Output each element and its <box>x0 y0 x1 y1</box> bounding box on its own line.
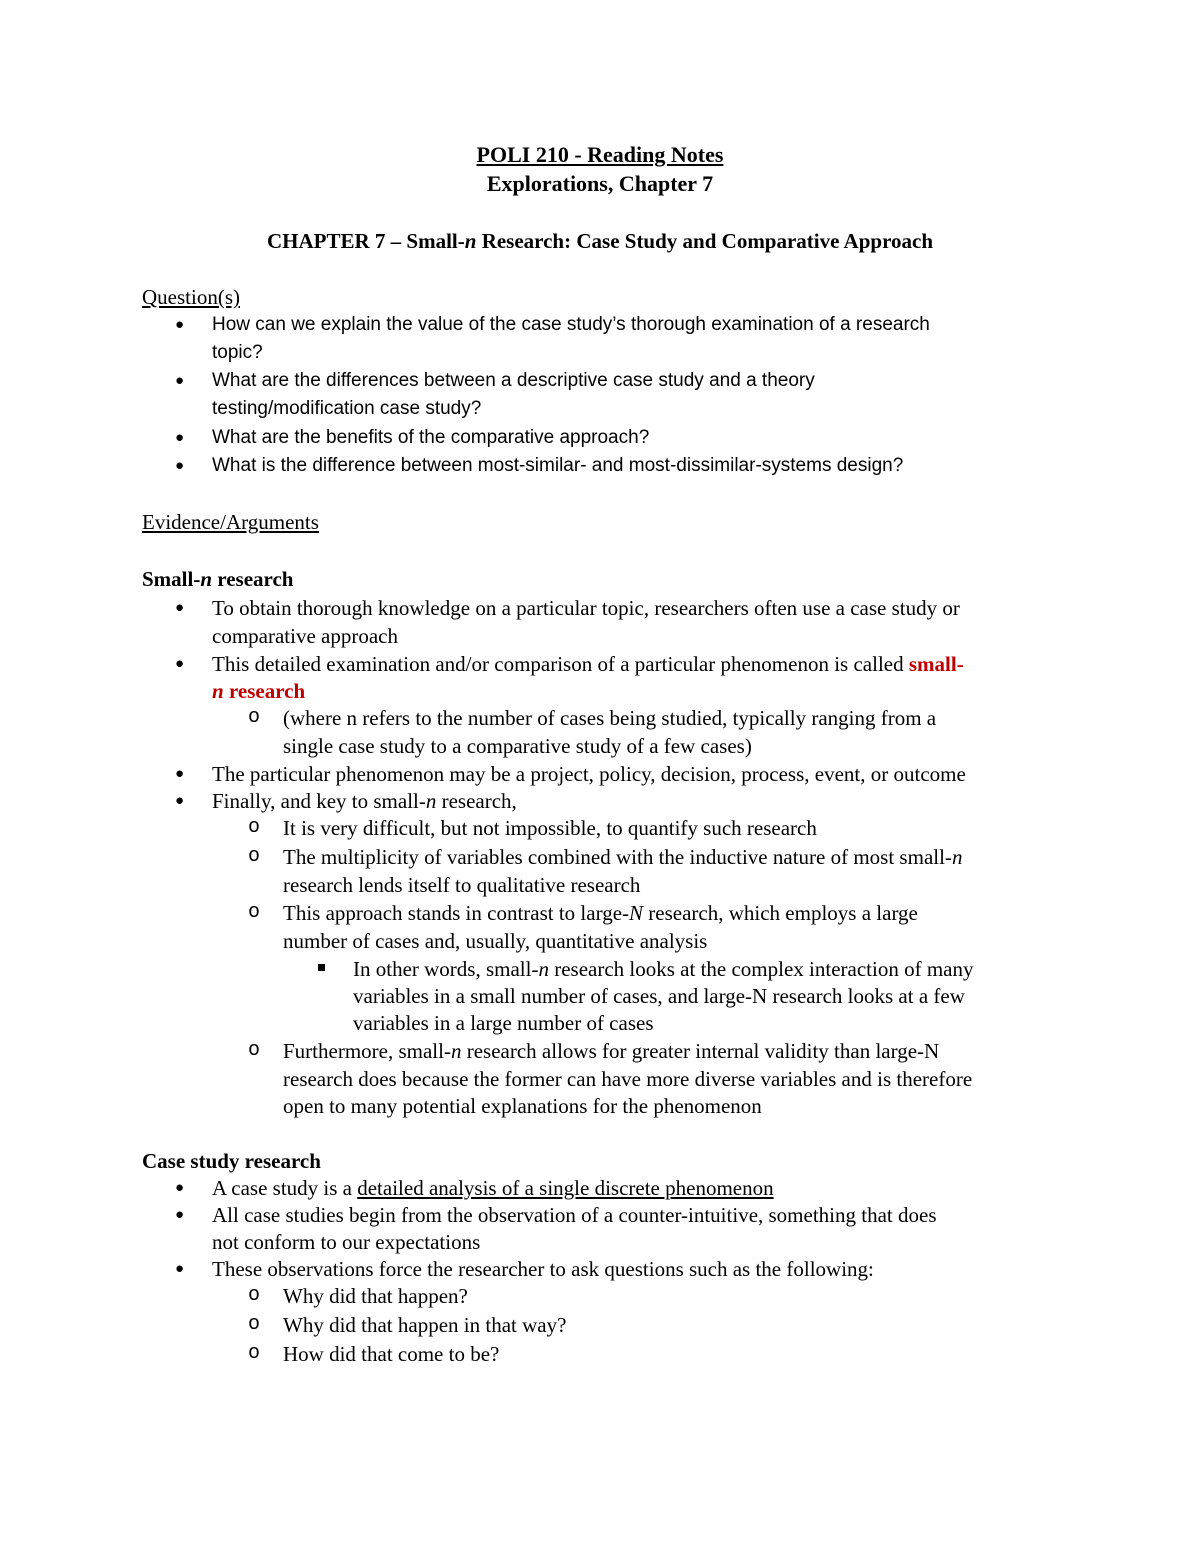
question-3: What are the benefits of the comparative approach? <box>212 427 650 448</box>
circle-bullet-icon: o <box>248 901 261 924</box>
bullet-icon: ● <box>175 1261 185 1277</box>
circle-bullet-icon: o <box>248 706 261 729</box>
small-n-b4-s4-line-3: open to many potential explanations for the phenomenon <box>283 1094 762 1118</box>
bullet-icon: ● <box>175 373 185 389</box>
small-n-b4-s3-sq-line-2: variables in a small number of cases, and large-N research looks at a few <box>353 984 965 1008</box>
small-n-b4-s2-line-1: The multiplicity of variables combined with the inductive nature of most small-n <box>283 845 963 869</box>
small-n-b2-line-1: This detailed examination and/or comparison of a particular phenomenon is called small- <box>212 652 964 676</box>
small-n-b2-line-2: n research <box>212 679 306 703</box>
question-4: What is the difference between most-similar- and most-dissimilar-systems design? <box>212 455 904 476</box>
small-n-b4-s3-sq-line-1: In other words, small-n research looks at the complex interaction of many <box>353 957 974 981</box>
small-n-b4-s4-line-2: research does because the former can have more diverse variables and is therefore <box>283 1067 973 1091</box>
case-study-q1: Why did that happen? <box>283 1284 468 1308</box>
questions-heading: Question(s) <box>142 285 240 309</box>
small-n-b4-s2-line-2: research lends itself to qualitative research <box>283 873 641 897</box>
case-study-q2: Why did that happen in that way? <box>283 1313 567 1337</box>
question-2-line-2: testing/modification case study? <box>212 398 482 419</box>
circle-bullet-icon: o <box>248 816 261 839</box>
small-n-b4: Finally, and key to small-n research, <box>212 789 517 813</box>
circle-bullet-icon: o <box>248 1284 261 1307</box>
question-1-line-1: How can we explain the value of the case study’s thorough examination of a research <box>212 314 930 335</box>
chapter-title: CHAPTER 7 – Small-n Research: Case Study and Comparative Approach <box>266 229 934 253</box>
small-n-b4-s3-line-2: number of cases and, usually, quantitative analysis <box>283 929 708 953</box>
square-bullet-icon <box>318 964 325 971</box>
case-study-b1: A case study is a detailed analysis of a single discrete phenomenon <box>212 1176 774 1200</box>
bullet-icon: ● <box>175 317 185 333</box>
circle-bullet-icon: o <box>248 1342 261 1365</box>
document-title: POLI 210 - Reading Notes <box>476 142 724 167</box>
circle-bullet-icon: o <box>248 1039 261 1062</box>
bullet-icon: ● <box>175 793 185 809</box>
bullet-icon: ● <box>175 766 185 782</box>
bullet-icon: ● <box>175 1180 185 1196</box>
small-n-b4-s4-line-1: Furthermore, small-n research allows for greater internal validity than large-N <box>283 1039 940 1063</box>
circle-bullet-icon: o <box>248 845 261 868</box>
bullet-icon: ● <box>175 1207 185 1223</box>
small-n-b3: The particular phenomenon may be a project, policy, decision, process, event, or outcome <box>212 762 966 786</box>
case-study-b2-line-2: not conform to our expectations <box>212 1230 481 1254</box>
small-n-b2-sub-line-1: (where n refers to the number of cases being studied, typically ranging from a <box>283 706 937 730</box>
small-n-b4-s3-sq-line-3: variables in a large number of cases <box>353 1011 654 1035</box>
case-study-heading: Case study research <box>142 1149 321 1173</box>
small-n-b2-sub-line-2: single case study to a comparative study of a few cases) <box>283 734 752 758</box>
question-1-line-2: topic? <box>212 342 263 363</box>
small-n-heading: Small-n research <box>142 567 294 591</box>
circle-bullet-icon: o <box>248 1313 261 1336</box>
case-study-b3: These observations force the researcher to ask questions such as the following: <box>212 1257 874 1281</box>
bullet-icon: ● <box>175 430 185 446</box>
small-n-b1-line-2: comparative approach <box>212 624 398 648</box>
question-2-line-1: What are the differences between a descriptive case study and a theory <box>212 370 815 391</box>
case-study-b2-line-1: All case studies begin from the observation of a counter-intuitive, something that does <box>212 1203 937 1227</box>
document-subtitle: Explorations, Chapter 7 <box>486 171 714 196</box>
bullet-icon: ● <box>175 458 185 474</box>
bullet-icon: ● <box>175 656 185 672</box>
small-n-b1-line-1: To obtain thorough knowledge on a particular topic, researchers often use a case study or <box>212 596 960 620</box>
small-n-b4-s3-line-1: This approach stands in contrast to large-N research, which employs a large <box>283 901 918 925</box>
small-n-b4-s1: It is very difficult, but not impossible, to quantify such research <box>283 816 817 840</box>
evidence-heading: Evidence/Arguments <box>142 510 319 534</box>
case-study-q3: How did that come to be? <box>283 1342 500 1366</box>
bullet-icon: ● <box>175 600 185 616</box>
